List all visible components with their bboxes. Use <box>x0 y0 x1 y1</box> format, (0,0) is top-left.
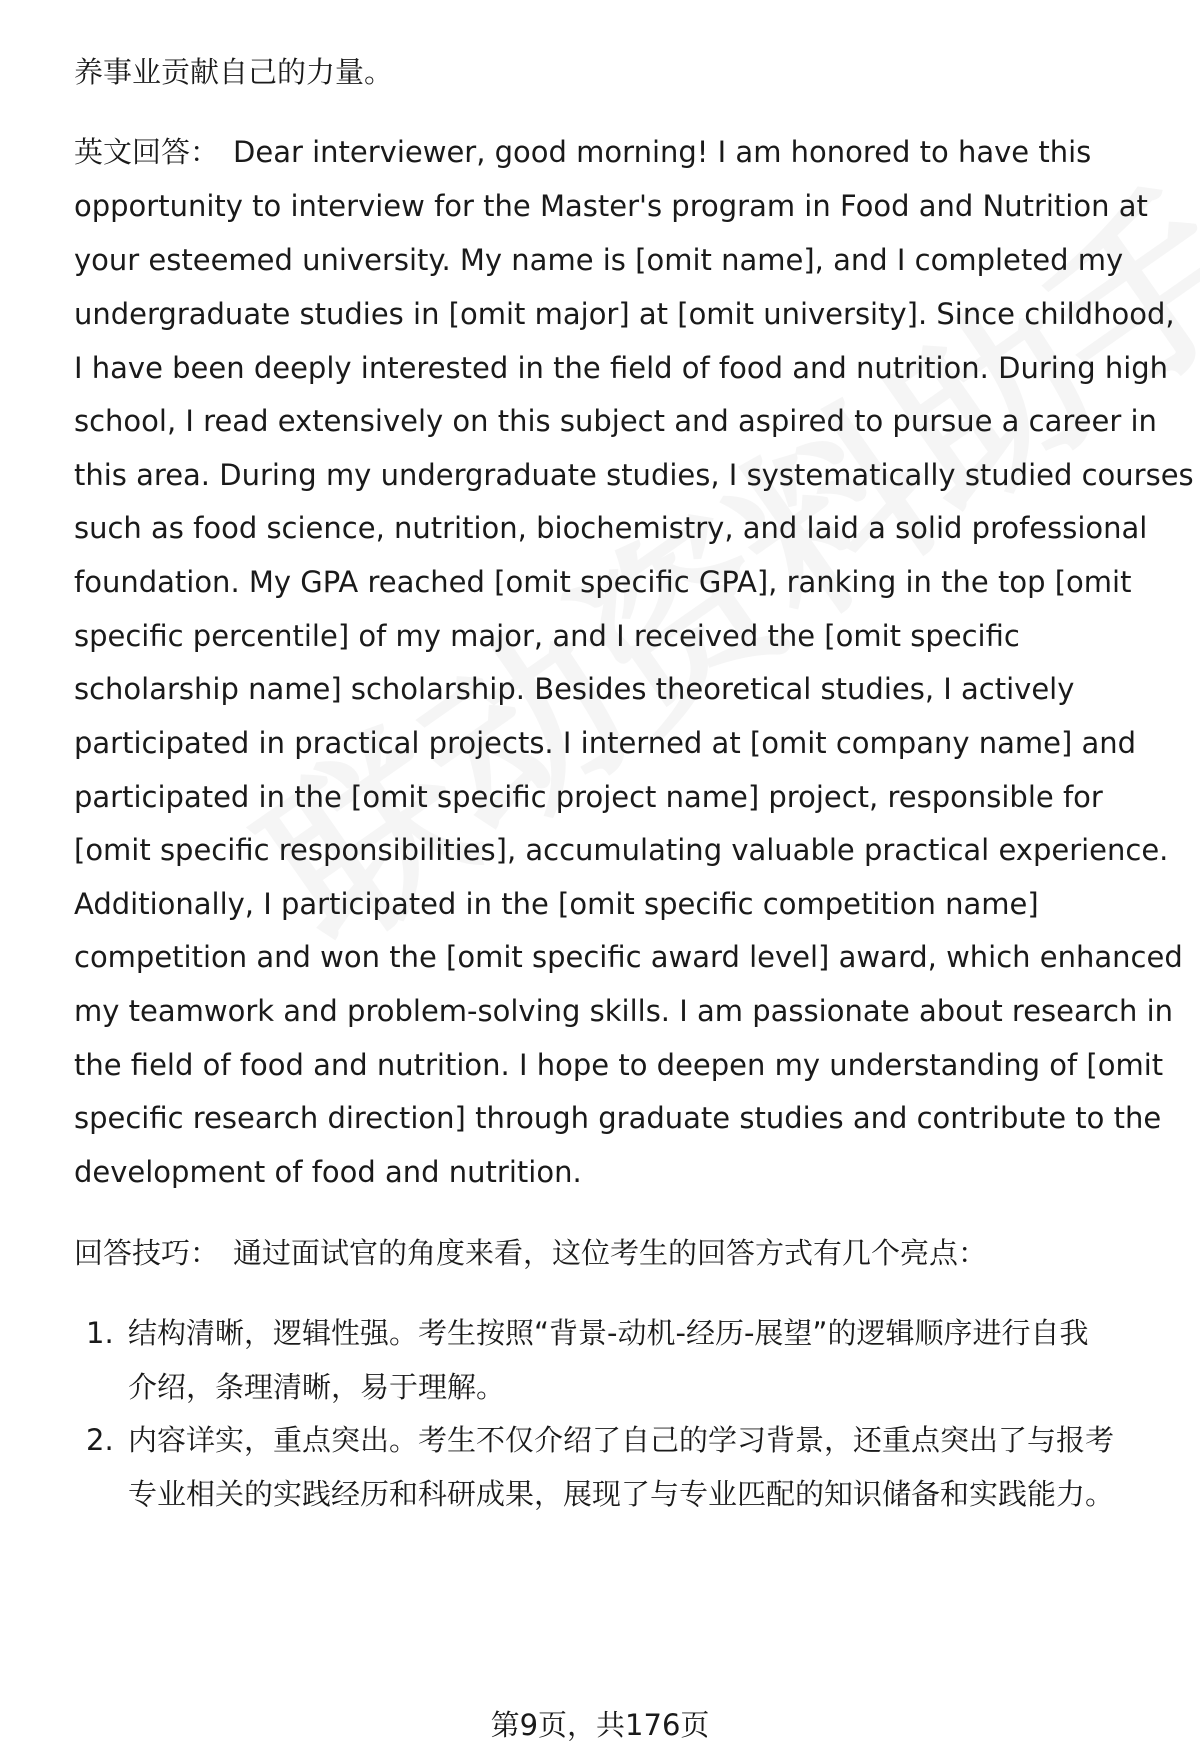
english-answer-line: participated in the [omit specific project name] project, responsible for <box>74 780 1103 814</box>
english-answer-line: school, I read extensively on this subject and aspired to pursue a career in <box>74 404 1157 438</box>
english-answer-line: Additionally, I participated in the [omit specific competition name] <box>74 887 1039 921</box>
english-answer-line: competition and won the [omit specific award level] award, which enhanced <box>74 940 1183 974</box>
tips-label: 回答技巧： <box>74 1236 220 1270</box>
english-answer-line: foundation. My GPA reached [omit specific GPA], ranking in the top [omit <box>74 565 1132 599</box>
tips-intro: 通过面试官的角度来看，这位考生的回答方式有几个亮点： <box>233 1236 988 1270</box>
list-item-line: 内容详实，重点突出。考生不仅介绍了自己的学习背景，还重点突出了与报考 <box>128 1423 1115 1457</box>
english-answer-line: my teamwork and problem-solving skills. I am passionate about research in <box>74 994 1174 1028</box>
list-item-line: 介绍，条理清晰，易于理解。 <box>128 1370 506 1404</box>
english-answer-line: scholarship name] scholarship. Besides theoretical studies, I actively <box>74 672 1075 706</box>
english-answer-line: Dear interviewer, good morning! I am honored to have this <box>233 135 1092 169</box>
english-answer-line: undergraduate studies in [omit major] at [omit university]. Since childhood, <box>74 297 1175 331</box>
tips-intro-line <box>74 1233 987 1273</box>
english-answer-line: opportunity to interview for the Master's program in Food and Nutrition at <box>74 189 1148 223</box>
english-answer-line: this area. During my undergraduate studies, I systematically studied courses <box>74 458 1194 492</box>
english-answer-line: I have been deeply interested in the field of food and nutrition. During high <box>74 351 1169 385</box>
english-answer-label: 英文回答： <box>74 135 220 169</box>
english-answer-line: development of food and nutrition. <box>74 1155 582 1189</box>
english-answer-line: participated in practical projects. I interned at [omit company name] and <box>74 726 1137 760</box>
english-answer-first-line <box>74 132 1091 172</box>
page-number-footer: 第9页，共176页 <box>490 1708 710 1742</box>
english-answer-line: the field of food and nutrition. I hope to deepen my understanding of [omit <box>74 1048 1164 1082</box>
english-answer-line: such as food science, nutrition, biochemistry, and laid a solid professional <box>74 511 1148 545</box>
list-item-line: 结构清晰，逻辑性强。考生按照“背景-动机-经历-展望”的逻辑顺序进行自我 <box>128 1316 1089 1350</box>
english-answer-line: your esteemed university. My name is [omit name], and I completed my <box>74 243 1124 277</box>
english-answer-line: specific percentile] of my major, and I received the [omit specific <box>74 619 1020 653</box>
intro-tail: 养事业贡献自己的力量。 <box>74 55 394 89</box>
list-item-line: 专业相关的实践经历和科研成果，展现了与专业匹配的知识储备和实践能力。 <box>128 1477 1115 1511</box>
english-answer-line: specific research direction] through graduate studies and contribute to the <box>74 1101 1162 1135</box>
english-answer-line: [omit specific responsibilities], accumulating valuable practical experience. <box>74 833 1169 867</box>
list-item-number: 1. <box>86 1316 114 1350</box>
list-item-number: 2. <box>86 1423 114 1457</box>
